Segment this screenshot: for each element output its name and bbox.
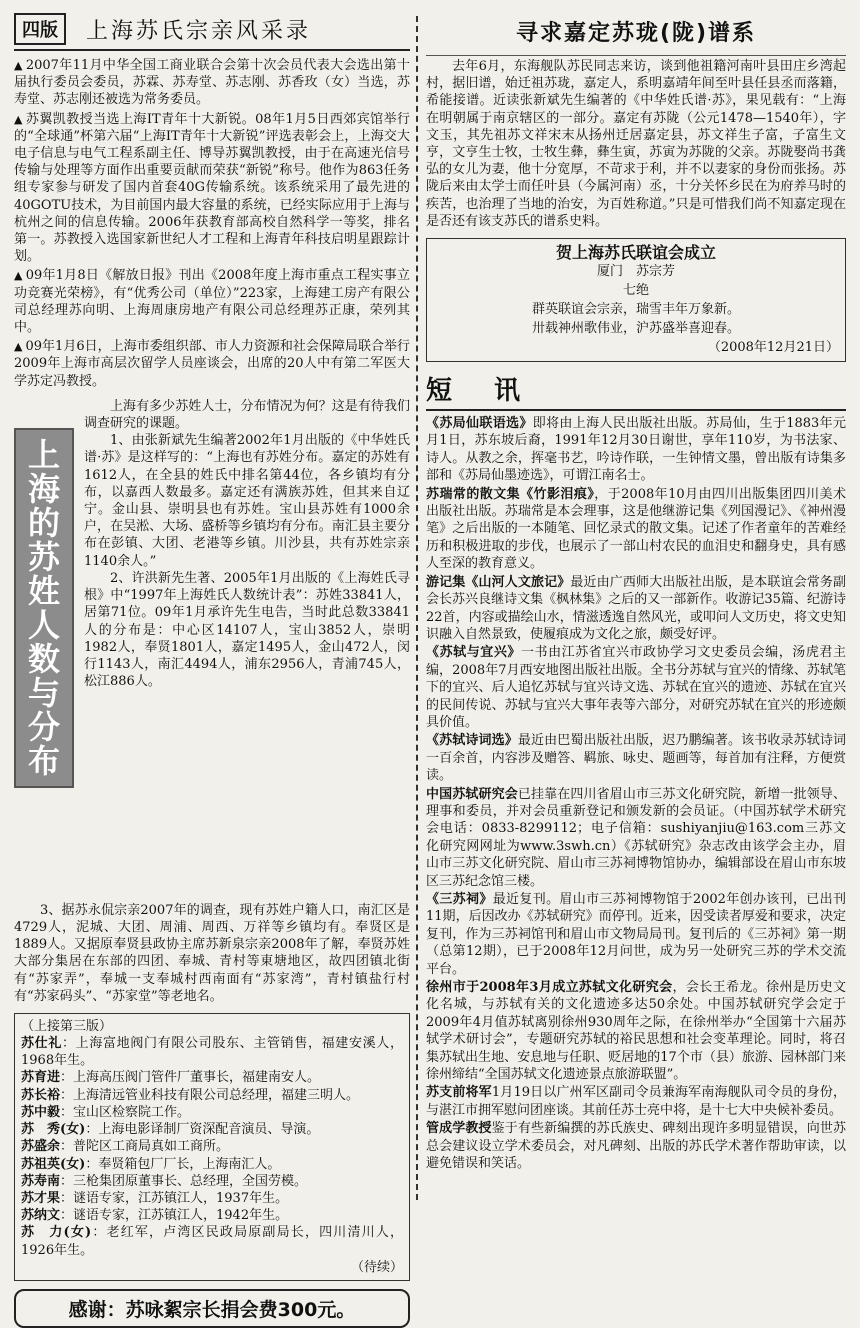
short-news-title: 游记集《山河人文旅记》 [426,574,571,590]
survey-text [84,398,410,690]
poem-author: 厦门 苏宗芳 [596,264,675,280]
vertical-title-char: 姓 [27,571,60,610]
bio-desc: ：上海清远管业科技有限公司总经理，福建三明人。 [60,1087,360,1103]
bio-name: 苏纳文 [21,1208,61,1224]
short-news-text: ，于2008年10月由四川出版集团四川美术出版社出版。苏瑞常是本会理事，这是他继游记集《列国漫记》、《神州漫笔》之后出版的一本随笔、回忆录式的散文集。记述了作者童年的苦难经历和积极进取的步伐，也展示了一部山村农民的血泪史和翻身史，具有感人至深的教育意义。 [426,486,846,572]
short-news-item [426,644,846,731]
short-news-text: 即将由上海人民出版社出版。苏局仙，生于1883年元月1日，苏东坡后裔，1991年12月30日谢世，享年110岁，为书法家、诗人。从教之余，挥毫书艺，吟诗作联，一生钟情文墨，曾出版有诗集多部和《苏局仙墨迹选》，可谓江南名士。 [426,416,846,484]
thanks-banner: 感谢：苏咏絮宗长捐会费300元。 [14,1289,410,1328]
bio-name: 苏祖英(女) [21,1156,86,1172]
vertical-title-char: 的 [27,503,60,542]
header-rule [14,49,410,51]
edition-badge: 四版 [14,13,66,45]
short-news-title: 《苏轼诗词选》 [426,733,518,749]
poem-form: 七绝 [622,283,649,299]
continuation-tail: （待续） [350,1259,403,1275]
bio-name: 苏寿南 [21,1173,61,1189]
survey-article [14,398,410,898]
short-news-title: 《三苏祠》 [426,892,493,907]
continuation-box [14,1013,410,1281]
news-list [426,415,846,1172]
bio-name: 苏 秀(女) [21,1122,86,1138]
short-news-title: 中国苏轼研究会 [426,786,518,802]
left-column [14,12,410,1328]
short-news-title: 苏支前将军 [426,1085,492,1101]
news-rule [426,409,846,411]
vertical-title-char: 分 [27,707,60,746]
survey-para-2: 2、许洪新先生著、2005年1月出版的《上海姓氏寻根》中“1997年上海姓氏人数统计表”：苏姓33841人，居第71位。09年1月承许先生电告，当时此总数33841人的分布是：中心区14107人，宝山3852人，崇明1982人，奉贤1801人，嘉定1495人，金山472人，闵行1143人，南汇4494人，浦东2956人，青浦745人，松江886人。 [84,570,410,690]
survey-para-1: 1、由张新斌先生编著2002年1月出版的《中华姓氏谱·苏》是这样写的：“上海也有苏姓分布。嘉定的苏姓有1612人，在全县的姓氏中排名第44位，各乡镇均有分布，以嘉西人数最多。嘉定还有满族苏姓，但其来自辽宁。金山县、崇明县也有苏姓。宝山县苏姓有1000余户，在吴淞、大场、盛桥等乡镇均有分布。南汇县主要分布在彭镇、大团、老港等乡镇。川沙县，共有苏姓宗亲1140余人。” [84,433,410,569]
short-news-text: 最近复刊。眉山市三苏祠博物馆于2002年创办该刊，已出刊11期，后因改办《苏轼研究》而停刊。近来，因受读者厚爱和要求，决定复刊，作为三苏祠馆刊和眉山市文物局局刊。复刊后的《三苏祠》第一期（总第12期），已于2008年12月问世，成为另一处研究三苏的学术交流平台。 [426,892,846,977]
bio-desc: ：三枪集团原董事长、总经理，全国劳模。 [60,1173,308,1189]
news-heading: 短 讯 [426,376,529,407]
short-news-text: 鉴于有些新编撰的苏氏族史、碑刻出现许多明显错误，向世苏总会建议设立学术委员会，对凡碑刻、出版的苏氏学术著作帮助审读，以避免错误和笑话。 [426,1121,846,1172]
bio-desc: ：奉贤箱包厂厂长，上海南汇人。 [85,1156,281,1172]
survey-intro: 上海有多少苏姓人士，分布情况为何？这是有待我们调查研究的课题。 [84,398,410,432]
bio-desc: ：谜语专家，江苏镇江人，1942年生。 [60,1208,289,1224]
vertical-title-char: 与 [27,673,60,712]
bio-desc: ：上海高压阀门管件厂董事长，福建南安人。 [60,1070,321,1086]
short-news-text: 最近由广西师大出版社出版，是本联谊会常务副会长苏兴良继诗文集《枫林集》之后的又一部新作。收游记35篇、纪游诗22首，内容或描绘山水，情滋透逸自然风光，或叩问人文历史，将文史知识融入自然景致，使履痕成为文化之旅，颇受好评。 [426,574,846,642]
title-rule [426,55,846,56]
bio-desc: ：普陀区工商局真如工商所。 [60,1139,230,1155]
right-column [426,12,846,1174]
news-item: ▲ 苏翼凯教授当选上海IT青年十大新锐。08年1月5日西郊宾馆举行的“全球通”杯第六届“上海IT青年十大新锐”评选表彰会上，上海交大电子信息与电气工程系副主任、博导苏翼凯教授，由于在高速光信号传输与处理等方面作出重要贡献而荣获“新锐”称号。他作为863任务组专家参与研发了国内首套40G传输系统。该系统采用了最先进的40GOTU技术，为目前国内最大容量的系统，已经实际应用于上海与杭州之间的信息传输。2006年获教育部高校自然科学一等奖，排名第一。苏教授入选国家新世纪人才工程和上海青年科技启明星跟踪计划。 [14,111,411,265]
bio-entry [21,1173,403,1190]
bio-name: 苏仕礼 [21,1036,62,1052]
bio-name: 苏 力(女) [21,1225,92,1241]
vertical-title-char: 海 [27,469,60,508]
bio-name: 苏育进 [21,1070,61,1086]
poem-title: 贺上海苏氏联谊会成立 [555,243,716,263]
column-divider [416,16,418,1200]
bio-entry [21,1104,403,1121]
bio-entry [21,1138,403,1155]
short-news-item [426,1120,846,1172]
vertical-title-char: 布 [27,741,60,780]
bio-entry [21,1035,403,1069]
short-news-item [426,574,846,644]
poem-line-2: 卅载神州歌伟业，沪苏盛举喜迎春。 [531,321,740,337]
bio-desc: ：老红军，卢湾区民政局原副局长，四川清川人，1926年生。 [21,1225,403,1258]
bio-name: 苏才果 [21,1190,61,1206]
short-news-text: ，会长王希龙。徐州是历史文化名城，与苏轼有关的文化遗迹多达50余处。中国苏轼研究学会定于2009年4月值苏轼离别徐州930周年之际，在徐州举办“全国第十六届苏轼学术研讨会”，专题研究苏轼的裕民思想和社会变革理论。同时，将召集苏轼出生地、安息地与任职、贬居地的17个市（县）旅游、园林部门来徐州缔结“全国苏轼文化遗迹景点旅游联盟”。 [426,980,846,1083]
search-body: 去年6月，东海舰队苏民同志来访，谈到他祖籍河南叶县田庄乡湾起村，据旧谱，始迁祖苏珑，嘉定人，系明嘉靖年间至叶县任县丞而落籍，希能接谱。近读张新斌先生编著的《中华姓氏谱·苏》，果见载有：“上海在明朝属于南京辖区的一部分。嘉定有苏陇（公元1478—1540年），字文玉，其先祖苏文祥宋末从扬州迁居嘉定县，苏文祥生子富，子富生文亨，文亨生士牧，士牧生彝，彝生寅，苏寅为苏陇的父亲。苏陇娶尚书龚弘的女儿为妻，他十分宽厚，不苛求于利，并不以妻家的身份而张扬。苏陇后来由太学士而任叶县（今属河南）丞，十分关怀乡民在为府养马时的疾苦，也治理了当地的治安，为百姓称道。”只是可惜我们尚不知嘉定现在是否还有该支苏氏的谱系史料。 [426,59,846,229]
section-header [14,12,410,46]
bio-desc: ：宝山区检察院工作。 [60,1104,191,1120]
continuation-head: （上接第三版） [21,1019,113,1035]
short-news-item [426,786,846,890]
short-news-text: 最近由巴蜀出版社出版，迟乃鹏编著。该书收录苏轼诗词一百余首，内容涉及赠答、羁旅、咏史、题画等，每首加有注释，方便赏读。 [426,733,846,784]
short-news-item [426,891,846,978]
poem-date: （2008年12月21日） [707,340,839,356]
short-news-title: 管成学教授 [426,1121,492,1137]
bio-entry [21,1207,403,1224]
short-news-text: 已挂靠在四川省眉山市三苏文化研究院，新增一批领导、理事和委员，并对会员重新登记和颁发新的会员证。（中国苏轼学术研究会电话：0833-8299112；电子信箱：sushiyanjiu@163.com三苏文化研究网网址为www.3swh.cn）《苏轼研究》杂志改由该学会主办，眉山市三苏文化研究院、眉山市三苏祠博物馆协办，编辑部设在眉山市东坡区三苏纪念馆三楼。 [426,786,846,889]
short-news-text: 一书由江苏省宜兴市政协学习文史委员会编，汤虎君主编，2008年7月西安地图出版社出版。全书分苏轼与宜兴的情缘、苏轼笔下的宜兴、后人追忆苏轼与宜兴诗文选、苏轼在宜兴的遗迹、苏轼在宜兴的民间传说、苏轼与宜兴大事年表等六部分，对研究苏轼在宜兴的形迹颇具价值。 [426,645,846,730]
short-news-item [426,732,846,784]
short-news-item [426,979,846,1083]
bio-entry [21,1224,403,1258]
survey-para-3: 3、据苏永侃宗亲2007年的调查，现有苏姓户籍人口，南汇区是4729人，泥城、大团、周浦、周西、万祥等乡镇均有。奉贤区是1889人。又据原奉贤县政协主席苏新泉宗亲2008年了解，奉贤苏姓大部分集居在东部的四团、奉城、青村等東塘地区，故四团镇北街有“苏家弄”，奉城一支奉城村西南面有“苏家湾”，青村镇盐行村有“苏家码头”、“苏家堂”等老地名。 [14,902,410,1004]
vertical-title-char: 数 [27,639,60,678]
bio-entry [21,1190,403,1207]
bio-name: 苏中毅 [21,1104,61,1120]
short-news-item [426,1084,846,1119]
survey-vertical-title [14,428,74,788]
column-title: 上海苏氏宗亲风采录 [86,18,312,44]
short-news-title: 徐州市于2008年3月成立苏轼文化研究会 [426,980,673,996]
poem-line-1: 群英联谊会宗亲，瑞雪丰年万象新。 [531,302,740,318]
vertical-title-char: 人 [27,605,60,644]
triangle-icon: ▲ [14,340,23,354]
bio-entry [21,1156,403,1173]
short-news-item [426,415,846,485]
bio-name: 苏长裕 [21,1087,61,1103]
triangle-icon: ▲ [14,269,23,283]
short-news-text: 1月19日以广州军区副司令员兼海军南海舰队司令员的身份，与湛江市拥军慰问团座谈。其前任苏士亮中将，是十七大中央候补委员。 [426,1085,846,1118]
bio-list [21,1035,403,1259]
search-title: 寻求嘉定苏珑(陇)谱系 [515,21,757,46]
triangle-icon: ▲ [14,112,23,126]
news-item: ▲ 09年1月6日，上海市委组织部、市人力资源和社会保障局联合举行2009年上海市高层次留学人员座谈会，出席的20人中有第二军医大学苏定冯教授。 [14,339,410,389]
vertical-title-char: 上 [27,435,60,474]
short-news-title: 《苏轼与宜兴》 [426,645,521,661]
bio-desc: ：谜语专家，江苏镇江人，1937年生。 [60,1190,289,1206]
bio-desc: ：上海富地阀门有限公司股东、主管销售，福建安溪人，1968年生。 [21,1036,403,1069]
short-news-title: 苏瑞常的散文集《竹影泪痕》 [426,486,595,502]
bio-entry [21,1121,403,1138]
vertical-title-char: 苏 [27,537,60,576]
bio-desc: ：上海电影译制厂资深配音演员、导演。 [85,1122,320,1138]
poem-box [426,238,846,362]
triangle-icon: ▲ [14,59,23,72]
news-item: ▲ 09年1月8日《解放日报》刊出《2008年度上海市重点工程实事立功竞赛光荣榜》，有“优秀公司（单位）”223家，上海建工房产有限公司总经理苏向明、上海周康房地产有限公司总经理苏正康，荣列其中。 [14,268,410,336]
bio-entry [21,1087,403,1104]
short-news-title: 《苏局仙联语选》 [426,416,533,432]
short-news-item [426,486,846,573]
news-item: ▲ 2007年11月中华全国工商业联合会第十次会员代表大会选出第十届执行委员会委员，苏霖、苏寿堂、苏志刚、苏香玫（女）当选，苏寿堂、苏志刚还被选为常务委员。 [14,58,410,108]
bio-name: 苏盛余 [21,1139,61,1155]
bio-entry [21,1069,403,1086]
